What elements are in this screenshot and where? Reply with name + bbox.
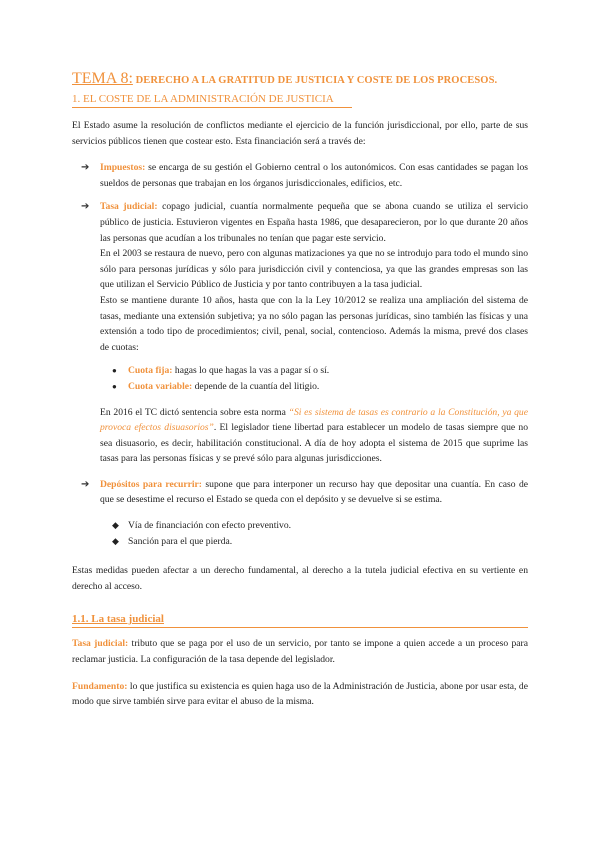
- cuota-text: depende de la cuantía del litigio.: [192, 380, 320, 392]
- deposito-item-text: Sanción para el que pierda.: [128, 535, 233, 547]
- cuota-label: Cuota fija:: [128, 365, 173, 377]
- tasa-def-text: tributo que se paga por el uso de un servicio, por tanto se impone a quien accede a un proceso para reclamar justicia. La configuración de la tasa depende del legislador.: [72, 638, 528, 666]
- tasa-2016-text-b: . El legislador tiene libertad para establecer un modelo de tasas siempre que no sea disuasorio, es decir, habilitación constitucional. A día de hoy adopta el sistema de 2015 que suprime las tasas para las personas físicas y se prevé sólo para algunas jurisdicciones.: [100, 422, 528, 465]
- document-title: [72, 72, 528, 88]
- fundamento-paragraph: [72, 679, 528, 710]
- arrow-icon: ➔: [81, 162, 90, 174]
- list-item-tasa: [72, 199, 528, 355]
- subsection-heading: 1.1. La tasa judicial: [72, 612, 528, 628]
- intro-paragraph: El Estado asume la resolución de conflictos mediante el ejercicio de la función jurisdiccional, por ello, parte de sus servicios públicos tienen que costear esto. Esta financiación será a través de:: [72, 120, 528, 147]
- title-tema: TEMA 8:: [72, 70, 133, 87]
- list-item: [112, 518, 528, 534]
- arrow-icon: ➔: [81, 201, 90, 213]
- closing-paragraph: Estas medidas pueden afectar a un derecho fundamental, al derecho a la tutela judicial efectiva en su vertiente en derecho al acceso.: [72, 565, 528, 592]
- cuotas-list: [72, 363, 528, 394]
- list-item-depositos: [72, 477, 528, 508]
- tasa-definition: [72, 636, 528, 667]
- list-item: [112, 379, 528, 395]
- tasa-label: Tasa judicial:: [100, 201, 158, 213]
- section-heading: 1. EL COSTE DE LA ADMINISTRACIÓN DE JUSTICIA: [72, 92, 352, 108]
- list-item: [112, 534, 528, 550]
- depositos-list: [72, 518, 528, 549]
- depositos-text: supone que para interponer un recurso hay que depositar una cuantía. En caso de que se desestime el recurso el Estado se queda con el depósito y se devuelve si se estima.: [100, 478, 529, 506]
- bullet-icon: ●: [112, 366, 117, 376]
- tasa-def-label: Tasa judicial:: [72, 638, 129, 650]
- arrow-icon: ➔: [81, 478, 90, 490]
- impuestos-label: Impuestos:: [100, 162, 146, 174]
- list-item: [112, 363, 528, 379]
- deposito-item-text: Vía de financiación con efecto preventivo.: [128, 520, 292, 532]
- tc-quote: “Si es sistema de tasas es contrario a la Constitución, ya que provoca efectos disuasorios”: [100, 406, 528, 434]
- title-text: DERECHO A LA GRATITUD DE JUSTICIA Y COSTE DE LOS PROCESOS.: [132, 75, 498, 86]
- tasa-text: copago judicial, cuantía normalmente pequeña que se abona cuando se utiliza el servicio público de justicia. Estuvieron vigentes en España hasta 1986, que desaparecieron, por lo que durante 20 años las personas que acudían a los tribunales no tenían que pagar este servicio.: [100, 201, 528, 244]
- fundamento-text: lo que justifica su existencia es quien haga uso de la Administración de Justicia, abone por usar esta, de modo que sirve también sirve para evitar el abuso de la misma.: [72, 680, 528, 708]
- tasa-2003-paragraph: En el 2003 se restaura de nuevo, pero con algunas matizaciones ya que no se introdujo para todo el mundo sino sólo para personas jurídicas y sólo para jurisdicción civil y contenciosa, ya que las grandes empresas son las que utilizan el Servicio Público de Justicia y por tanto contribuyen a la tasa judicial.: [100, 248, 528, 291]
- cuota-text: hagas lo que hagas la vas a pagar sí o sí.: [172, 365, 330, 377]
- cuota-label: Cuota variable:: [128, 380, 193, 392]
- fundamento-label: Fundamento:: [72, 680, 128, 692]
- diamond-icon: ◆: [112, 535, 119, 546]
- tasa-2016-text-a: En 2016 el TC dictó sentencia sobre esta norma: [100, 406, 289, 418]
- tasa-2012-paragraph: Esto se mantiene durante 10 años, hasta que con la la Ley 10/2012 se realiza una ampliación del sistema de tasas, mediante una extensión subjetiva; ya no sólo pagan las personas jurídicas, sino también las físicas y una extensión a todo tipo de procedimientos; civil, penal, social, contencioso. Además la misma, prevé dos clases de cuotas:: [100, 294, 528, 353]
- tasa-2016-paragraph: [100, 405, 528, 467]
- tasa-2016-block: [72, 405, 528, 467]
- list-item-impuestos: [72, 160, 528, 191]
- depositos-label: Depósitos para recurrir:: [100, 478, 203, 490]
- diamond-icon: ◆: [112, 520, 119, 531]
- document-page: [72, 72, 528, 721]
- bullet-icon: ●: [112, 381, 117, 391]
- impuestos-text: se encarga de su gestión el Gobierno central o los autonómicos. Con esas cantidades se pagan los sueldos de personas que trabajan en los órganos jurisdiccionales, edificios, etc.: [100, 162, 528, 189]
